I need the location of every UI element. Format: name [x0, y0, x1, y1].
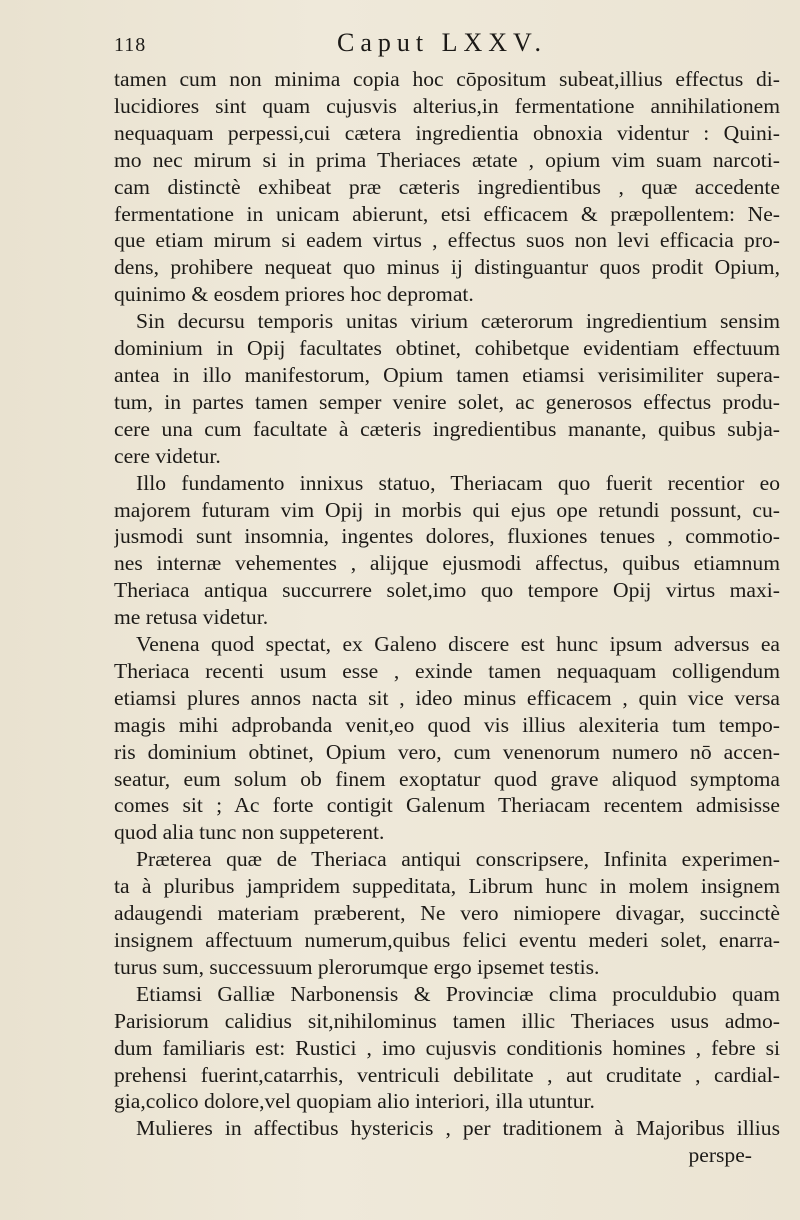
text-line: prehensi fuerint,catarrhis, ventriculi debilitate , aut cruditate , cardial- [114, 1062, 780, 1087]
text-line: ris dominium obtinet, Opium vero, cum venenorum numero nō accen- [114, 739, 780, 764]
text-line: majorem futuram vim Opij in morbis qui ejus ope retundi possunt, cu- [114, 497, 780, 522]
text-line: quinimo & eosdem priores hoc depromat. [114, 282, 474, 307]
text-line: gia,colico dolore,vel quopiam alio interiori, illa utuntur. [114, 1089, 595, 1114]
text-line: seatur, eum solum ob finem exoptatur quod grave aliquod symptoma [114, 766, 780, 791]
text-line: dens, prohibere nequeat quo minus ij distinguantur quos prodit Opium, [114, 255, 780, 280]
text-line: Sin decursu temporis unitas virium cæterorum ingredientium sensim [136, 309, 780, 334]
text-line: Etiamsi Galliæ Narbonensis & Provinciæ clima proculdubio quam [136, 981, 780, 1006]
text-line: Illo fundamento innixus statuo, Theriacam quo fuerit recentior eo [136, 470, 780, 495]
text-line: cere videtur. [114, 443, 221, 468]
text-line: adaugendi materiam præberent, Ne vero nimiopere divagar, succinctè [114, 901, 780, 926]
text-line: mo nec mirum si in prima Theriaces ætate , opium vim suam narcoti- [114, 147, 780, 172]
text-line: Parisiorum calidius sit,nihilominus tamen illic Theriaces usus admo- [114, 1008, 780, 1033]
running-head: Caput LXXV. [337, 28, 547, 57]
text-line: Theriaca recenti usum esse , exinde tamen nequaquam colligendum [114, 658, 780, 683]
text-line: me retusa videtur. [114, 605, 269, 630]
text-line: jusmodi sunt insomnia, ingentes dolores, fluxiones tenues , commotio- [114, 524, 780, 549]
text-line: lucidiores sint quam cujusvis alterius,in fermentatione annihilationem [114, 93, 780, 118]
text-line: Venena quod spectat, ex Galeno discere est hunc ipsum adversus ea [136, 632, 780, 657]
text-line: Theriaca antiqua succurrere solet,imo quo tempore Opij virtus maxi- [114, 578, 780, 603]
text-line: magis mihi adprobanda venit,eo quod vis illius alexiteria tum tempo- [114, 712, 780, 737]
text-line: insignem affectuum numerum,quibus felici eventu mederi solet, enarra- [114, 928, 780, 952]
text-line: tamen cum non minima copia hoc cōpositum subeat,illius effectus di- [114, 67, 780, 91]
text-line: quod alia tunc non suppeterent. [114, 820, 385, 845]
text-line: cere una cum facultate à cæteris ingredientibus manante, quibus subja- [114, 416, 780, 441]
text-line: nequaquam perpessi,cui cætera ingredientia obnoxia videntur : Quini- [114, 120, 780, 145]
text-line: ta à pluribus jampridem suppeditata, Librum hunc in molem insignem [114, 874, 780, 899]
text-line: antea in illo manifestorum, Opium tamen etiamsi verisimiliter supera- [114, 362, 780, 387]
text-line: fermentatione in unicam abierunt, etsi efficacem & præpollentem: Ne- [114, 201, 780, 226]
text-line: que etiam mirum si eadem virtus , effectus suos non levi efficacia pro- [114, 228, 780, 253]
body-text [114, 66, 780, 1142]
text-line: Mulieres in affectibus hystericis , per traditionem à Majoribus illius [136, 1116, 780, 1141]
text-line: comes sit ; Ac forte contigit Galenum Theriacam recentem admisisse [114, 793, 780, 818]
text-line: cam distinctè exhibeat præ cæteris ingredientibus , quæ accedente [114, 174, 780, 199]
page-header [114, 28, 780, 62]
catchword: perspe- [688, 1143, 752, 1168]
text-line: turus sum, successuum plerorumque ergo ipsemet testis. [114, 954, 600, 979]
page-number: 118 [114, 34, 147, 56]
text-line: Præterea quæ de Theriaca antiqui conscripsere, Infinita experimen- [136, 847, 780, 872]
text-line: dum familiaris est: Rustici , imo cujusvis conditionis homines , febre si [114, 1035, 780, 1060]
text-line: nes internæ vehementes , alijque ejusmodi affectus, quibus etiamnum [114, 551, 780, 576]
text-line: etiamsi plures annos nacta sit , ideo minus efficacem , quin vice versa [114, 685, 780, 710]
text-line: tum, in partes tamen semper venire solet, ac generosos effectus produ- [114, 389, 780, 414]
text-line: dominium in Opij facultates obtinet, cohibetque evidentiam effectuum [114, 336, 780, 361]
